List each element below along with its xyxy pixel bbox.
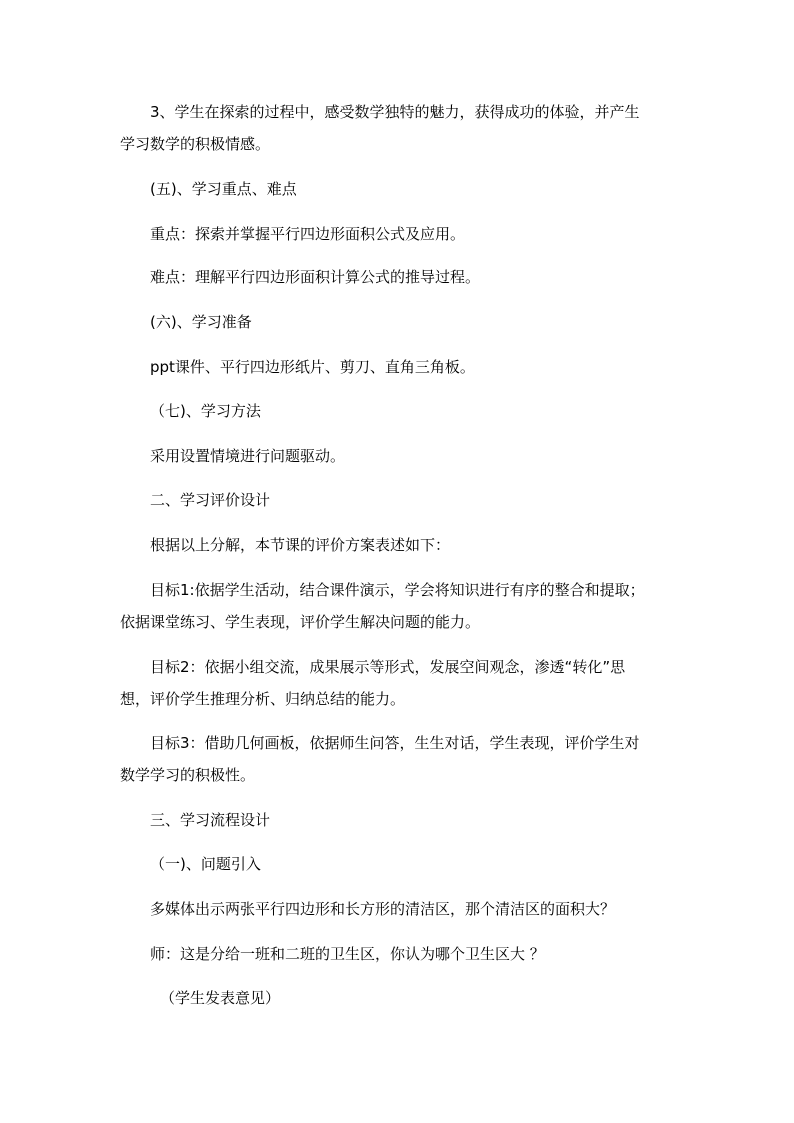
section-6-heading: (六)、学习准备: [150, 313, 252, 331]
section-2-heading: 二、学习评价设计: [150, 491, 271, 509]
goal-2-line-1: 目标2：依据小组交流，成果展示等形式，发展空间观念，渗透“转化”思: [150, 658, 626, 676]
goal-1-line-2: 依据课堂练习、学生表现，评价学生解决问题的能力。: [120, 613, 481, 631]
difficult-point: 难点：理解平行四边形面积计算公式的推导过程。: [150, 268, 481, 286]
goal-1-line-1: 目标1:依据学生活动，结合课件演示，学会将知识进行有序的整合和提取；: [150, 581, 645, 599]
goal-3-line-1: 目标3：借助几何画板，依据师生问答，生生对话，学生表现，评价学生对: [150, 734, 640, 752]
section-5-heading: (五)、学习重点、难点: [150, 180, 297, 198]
multimedia-text: 多媒体出示两张平行四边形和长方形的清洁区，那个清洁区的面积大？: [150, 900, 616, 918]
objective-3-line-1: 3、学生在探索的过程中，感受数学独特的魅力，获得成功的体验，并产生: [150, 103, 640, 121]
section-3-heading: 三、学习流程设计: [150, 811, 271, 829]
objective-3-line-2: 学习数学的积极情感。: [120, 135, 271, 153]
key-point: 重点：探索并掌握平行四边形面积公式及应用。: [150, 225, 466, 243]
goal-3-line-2: 数学学习的积极性。: [120, 766, 256, 784]
method-text: 采用设置情境进行问题驱动。: [150, 447, 346, 465]
preparation-text: ppt课件、平行四边形纸片、剪刀、直角三角板。: [150, 358, 475, 376]
student-opinion: （学生发表意见）: [160, 989, 281, 1007]
subsection-1-heading: （一)、问题引入: [150, 855, 261, 873]
teacher-question: 师：这是分给一班和二班的卫生区，你认为哪个卫生区大 ？: [150, 945, 545, 963]
evaluation-intro: 根据以上分解，本节课的评价方案表述如下：: [150, 536, 451, 554]
section-7-heading: （七)、学习方法: [150, 402, 261, 420]
goal-2-line-2: 想，评价学生推理分析、归纳总结的能力。: [120, 690, 406, 708]
